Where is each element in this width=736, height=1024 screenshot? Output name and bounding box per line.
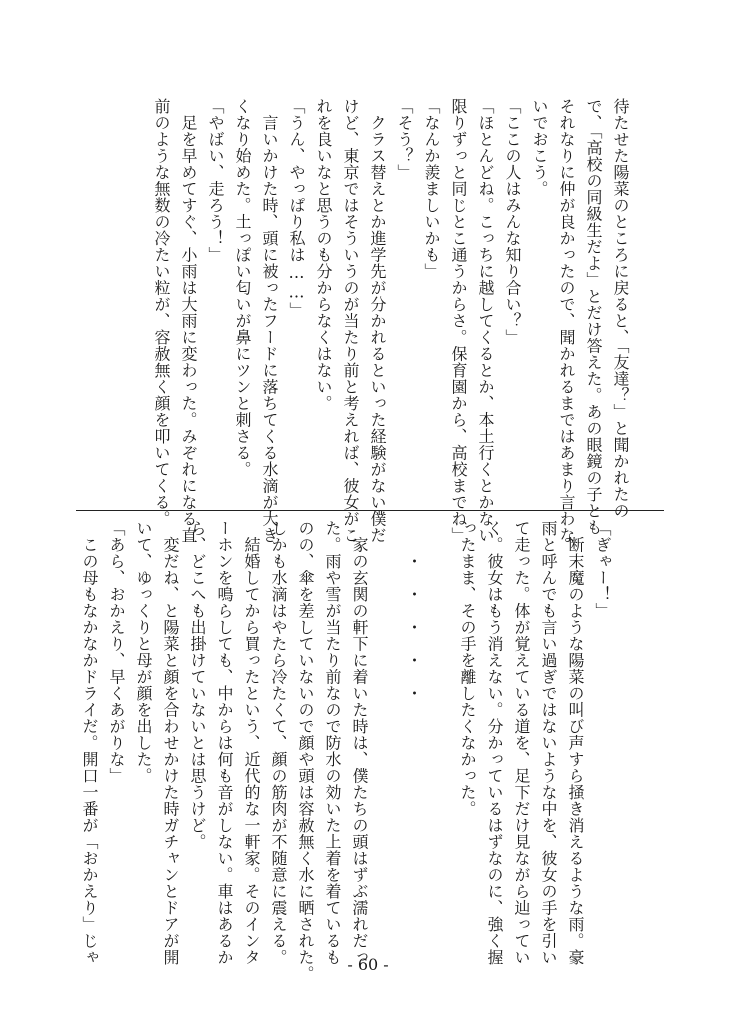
text-line: た。雨や雪が当たり前なので防水の効いた上着を着ているも [323,520,342,966]
text-line: いでおこう。 [530,98,549,197]
text-line: れを良いなと思うのも分からなくはない。 [314,98,333,412]
text-line: ったまま、その手を離したくなかった。 [458,520,477,817]
text-line: この母もなかなかドライだ。開口一番が「おかえり」じゃ [80,520,99,966]
text-line [427,520,454,940]
text-line: 「やばい、走ろう！」 [206,98,225,263]
text-line: けど、東京ではそういうのが当たり前と考えれば、彼女がこ [341,98,360,544]
text-line: 断末魔のような陽菜の叫び声すら掻き消えるような雨。豪 [566,520,585,966]
text-line: 「ほとんどね。こっちに越してくるとか、本土行くとかない [476,98,495,544]
text-line [373,520,400,940]
text-line: 「あら、おかえり、早くあがりな」 [107,520,126,784]
text-line: 前のような無数の冷たい粒が、容赦無く顔を叩いてくる。 [152,98,171,527]
text-line: 「そう？」 [395,98,414,181]
text-line: 待たせた陽菜のところに戻ると、「友達？」と聞かれたの [611,98,630,519]
page-number: - 60 - [347,955,389,974]
text-line: て走った。体が覚えている道を、足下だけ見ながら辿ってい [512,520,531,966]
text-line: 「ぎゃー！」 [593,520,612,619]
text-line: しかも水滴はやたら冷たくて、顔の筋肉が不随意に震える。 [269,520,288,966]
text-block-upper [74,98,634,544]
text-line: くなり始めた。土っぽい匂いが鼻にツンと刺さる。 [233,98,252,478]
text-line: で、「高校の同級生だよ」とだけ答えた。あの眼鏡の子とも [584,98,603,536]
text-line: クラス替えとか進学先が分かれるといった経験がない僕だ [368,98,387,544]
text-line: 「ここの人はみんな知り合い？」 [503,98,522,346]
text-line: それなりに仲が良かったので、聞かれるまではあまり言わな [557,98,576,544]
text-line: 家の玄関の軒下に着いた時は、僕たちの頭はずぶ濡れだっ [350,520,369,966]
section-divider [76,510,664,511]
text-line: 言いかけた時、頭に被ったフードに落ちてくる水滴が大き [260,98,279,544]
text-line: 結婚してから買ったという、近代的な一軒家。そのインタ [242,520,261,966]
text-line: 変だね、と陽菜と顔を合わせかけた時ガチャンとドアが開 [161,520,180,966]
text-line: ら、どこへも出掛けていないとは思うけど。 [188,520,207,850]
text-line: ーホンを鳴らしても、中からは何も音がしない。車はあるか [215,520,234,966]
text-line: く。彼女はもう消えない。分かっているはずなのに、強く握 [485,520,504,966]
text-line: いて、ゆっくりと母が顔を出した。 [134,520,153,784]
text-line: ・ ・ ・ ・ ・ [404,520,423,702]
text-line: 限りずっと同じとこ通うからさ。保育園から、高校までね」 [449,98,468,544]
text-line: 足を早めてすぐ、小雨は大雨に変わった。みぞれになる直 [179,98,198,544]
text-line: のの、傘を差していないので顔や頭は容赦無く水に晒された。 [296,520,315,982]
text-line: 「うん、やっぱり私は……」 [287,98,306,319]
text-line: 雨と呼んでも言い過ぎではないような中を、彼女の手を引い [539,520,558,966]
text-line: 「なんか羨ましいかも」 [422,98,441,280]
